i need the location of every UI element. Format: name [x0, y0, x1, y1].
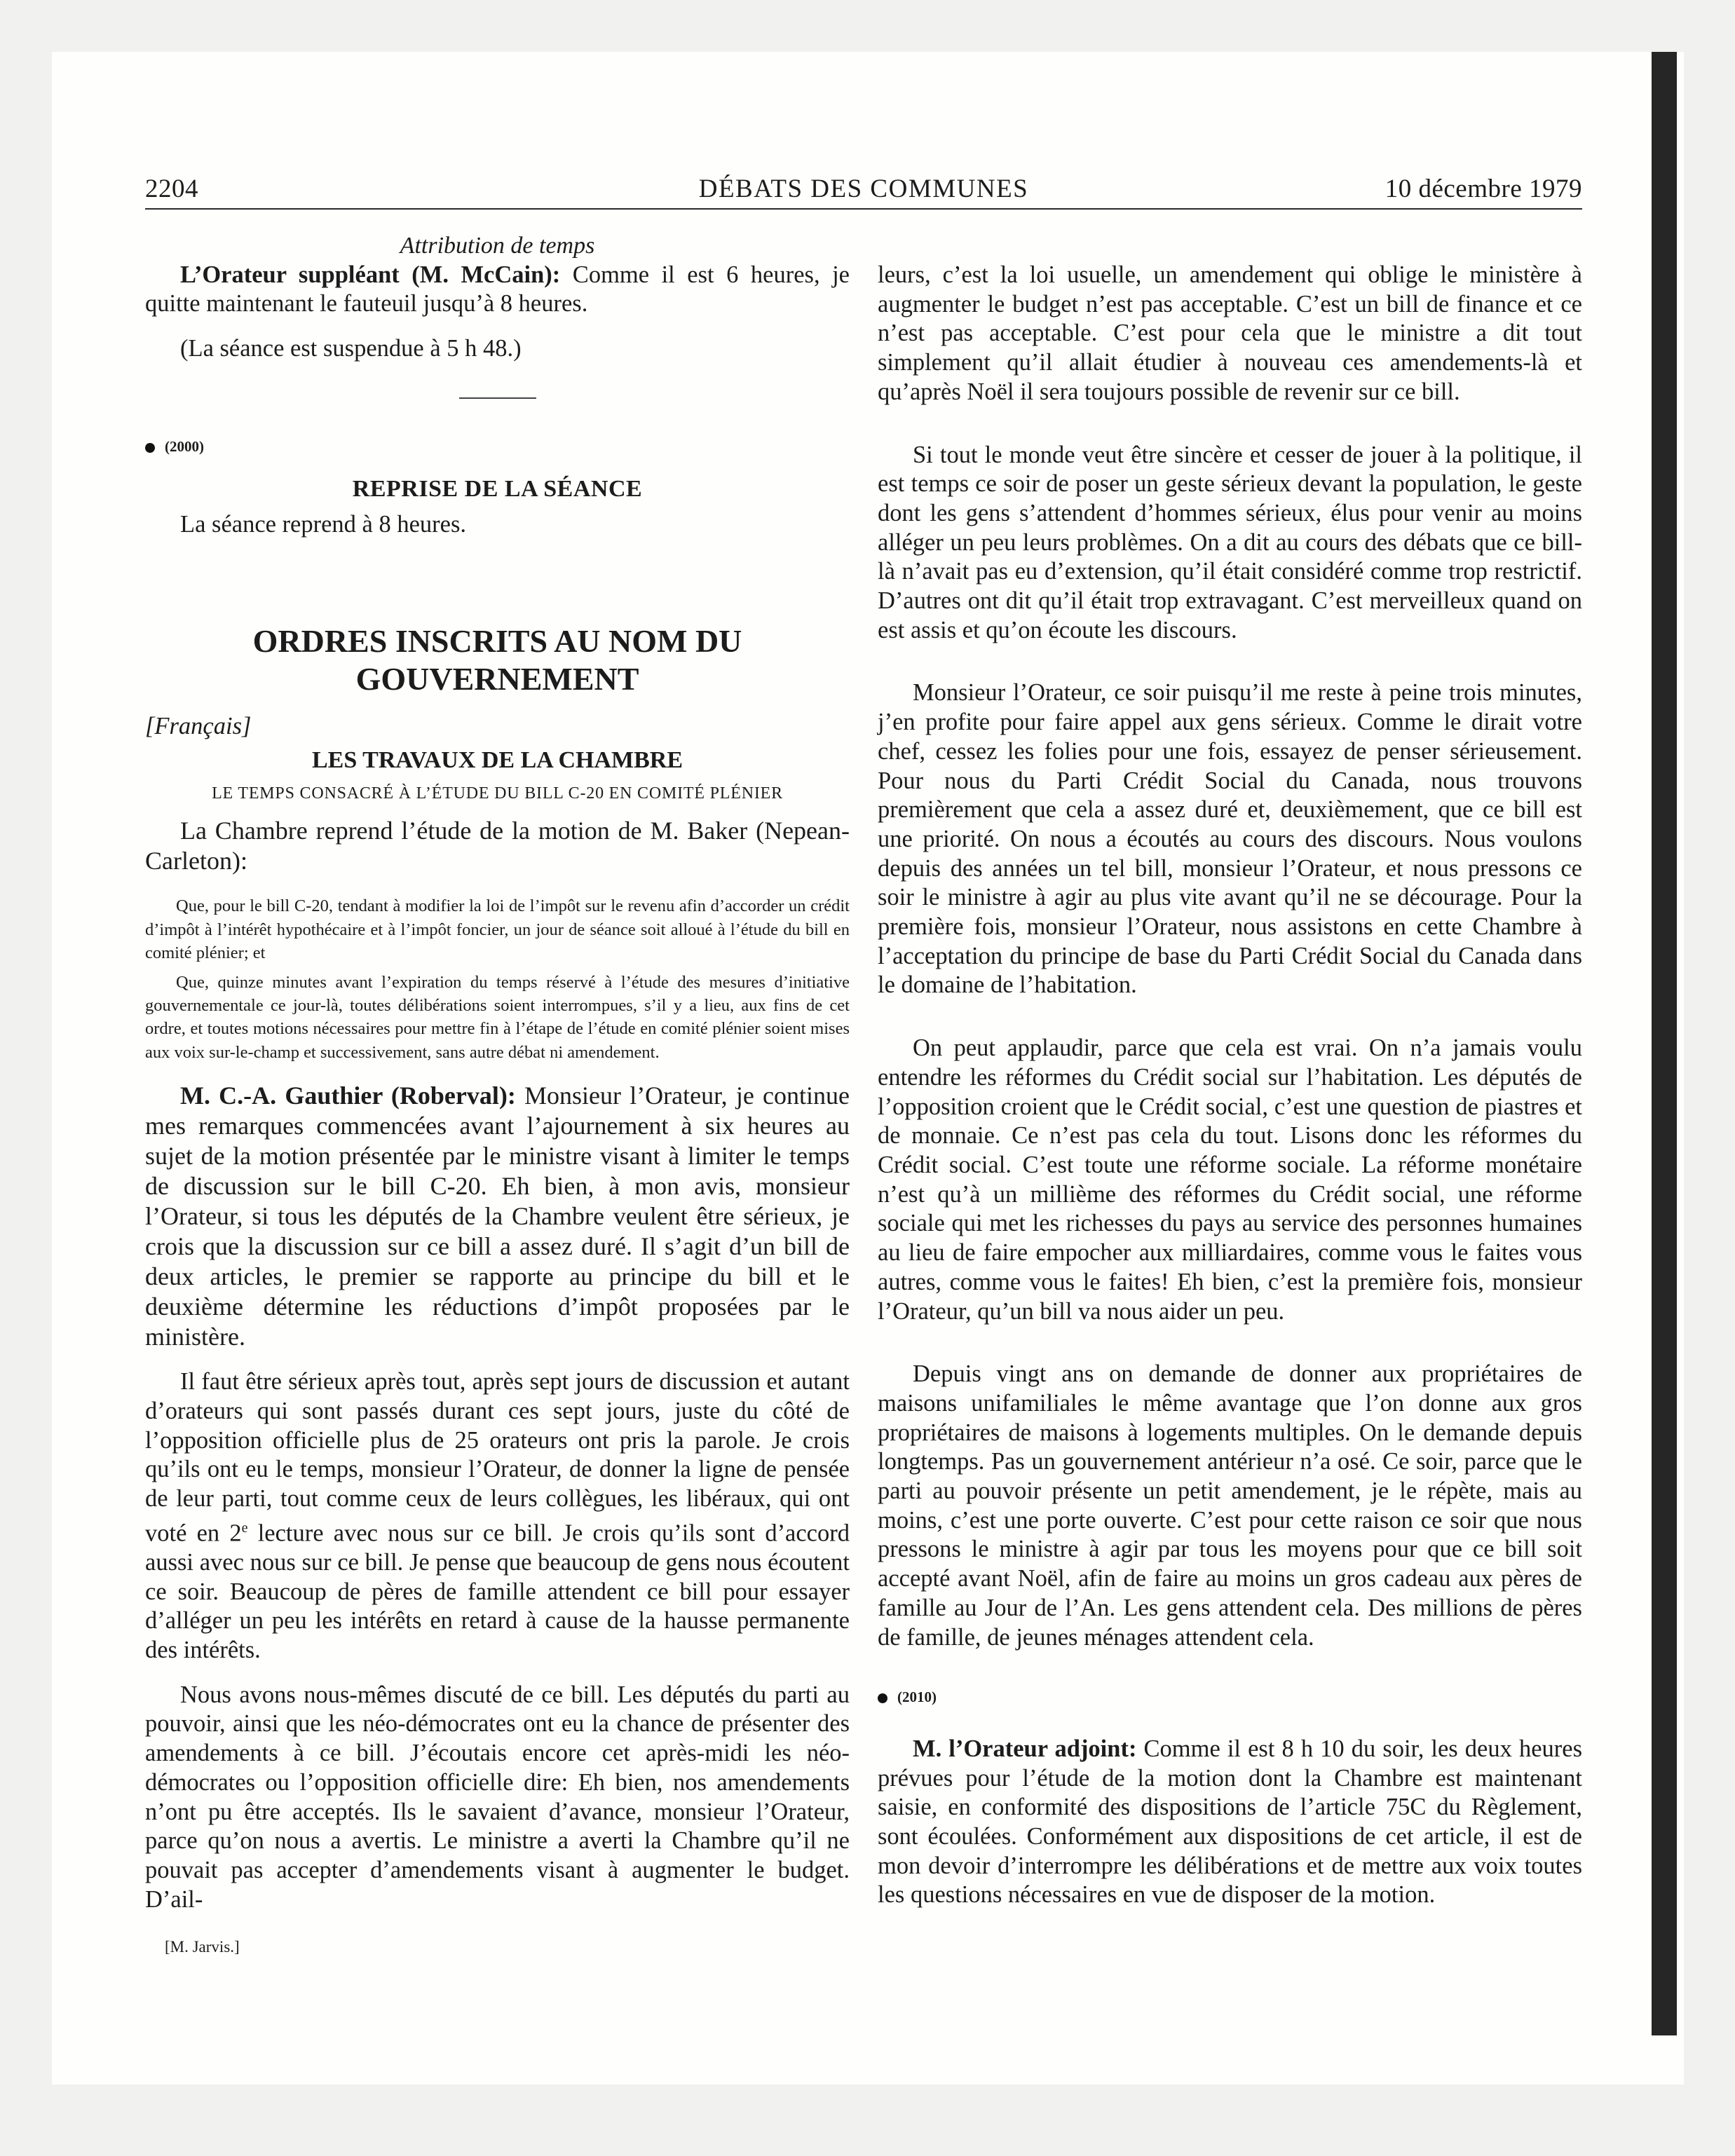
speaker-name: M. l’Orateur adjoint: [913, 1735, 1137, 1762]
subheading: LE TEMPS CONSACRÉ À L’ÉTUDE DU BILL C-20 EN COMITÉ PLÉNIER [212, 784, 783, 803]
paragraph [878, 1735, 1582, 1910]
motion-text: Que, quinze minutes avant l’expiration du temps réservé à l’étude des mesures d’initiative gouvernementale ce jour-là, toutes délibérations soient interrompues, s’il y a lieu, aux fins de cet ordre, et toutes motions nécessaires pour mettre fin à l’étape de l’étude en comité plénier soient mises aux voix sur-le-champ et successivement, sans autre débat ni amendement. [145, 972, 850, 1062]
speaker-signoff: [M. Jarvis.] [165, 1938, 240, 1956]
intro-paragraph: La Chambre reprend l’étude de la motion de M. Baker (Nepean-Carleton): [145, 817, 850, 875]
bullet-icon [878, 1693, 887, 1703]
paragraph [145, 261, 850, 319]
section-title: Attribution de temps [400, 233, 595, 259]
time-marker-label: (2000) [165, 437, 204, 455]
header-rule [145, 208, 1582, 210]
superscript: e [241, 1520, 248, 1536]
paragraph: Si tout le monde veut être sincère et cesser de jouer à la politique, il est temps ce soir de poser un geste sérieux devant la population, le geste dont les gens s’attendent d’hommes sérieux, élus pour venir au moins alléger un peu leurs problèmes. On a dit au cours des débats que ce bill-là n’avait pas eu d’extension, qu’il était considéré comme trop restrictif. D’autres ont dit qu’il était trop extravagant. C’est merveilleux quand on est assis et qu’on écoute les discours. [878, 441, 1582, 643]
paragraph: Nous avons nous-mêmes discuté de ce bill. Les députés du parti au pouvoir, ainsi que les néo-démocrates ont eu la chance de présenter des amendements à ce bill. J’écoutais encore cet après-midi les néo-démocrates ou l’opposition officielle dire: Eh bien, nos amendements n’ont pu être acceptés. Ils le savaient d’avance, monsieur l’Orateur, parce qu’on nous a avertis. Le ministre a averti la Chambre qu’il ne pouvait pas accepter d’amendements visant à augmenter le budget. D’ail- [145, 1681, 850, 1913]
paragraph: leurs, c’est la loi usuelle, un amendement qui oblige le ministère à augmenter le budget n’est pas acceptable. C’est un bill de finance et ce n’est pas acceptable. C’est pour cela que le ministre a dit tout simplement qu’il allait étudier à nouveau ces amendements-là et qu’après Noël il sera toujours possible de revenir sur ce bill. [878, 261, 1582, 405]
scan-edge-bar [1652, 52, 1677, 2035]
paragraph: Depuis vingt ans on demande de donner aux propriétaires de maisons unifamiliales le même avantage que l’on donne aux gros propriétaires de maisons à logements multiples. On le demande depuis longtemps. Pas un gouvernement antérieur n’a osé. Ce soir, parce que le parti au pouvoir présente un petit amendement, je le répète, mais au moins, c’est une porte ouverte. C’est pour cette raison ce soir que nous pressons le ministre à agir par tous les moyens pour que ce bill soit accepté avant Noël, afin de faire au moins un gros cadeau aux pères de famille au Jour de l’An. Les gens attendent cela. Des millions de pères de famille, de jeunes ménages attendent cela. [878, 1360, 1582, 1651]
bullet-icon [145, 443, 155, 453]
orders-heading-line2: GOUVERNEMENT [355, 660, 639, 697]
paragraph: On peut applaudir, parce que cela est vrai. On n’a jamais voulu entendre les réformes du Crédit social sur l’habitation. Les députés de l’opposition croient que le Crédit social, c’est une question de piastres et de monnaie. Ce n’est pas cela du tout. Lisons donc les réformes du Crédit social. C’est toute une réforme sociale. La réforme monétaire n’est qu’à un millième des réformes du Crédit social, une réforme sociale qui met les richesses du pays au service des personnes humaines au lieu de faire empocher aux milliardaires, comme vous le faites vous autres, comme vous le faites! Eh bien, c’est la première fois, monsieur l’Orateur, qu’un bill va nous aider un peu. [878, 1035, 1582, 1325]
speech-text: lecture avec nous sur ce bill. Je crois qu’ils sont d’accord aussi avec nous sur ce bill. Je pense que beaucoup de gens nous écoutent ce soir. Beaucoup de pères de famille attendent ce bill pour essayer d’alléger un peu les intérêts en retard à cause de la hausse permanente des intérêts. [145, 1520, 850, 1663]
running-header [145, 174, 1582, 209]
publication-title: DÉBATS DES COMMUNES [698, 175, 1029, 203]
time-marker [878, 1683, 1582, 1712]
travaux-heading: LES TRAVAUX DE LA CHAMBRE [311, 746, 683, 773]
reprise-text: La séance reprend à 8 heures. [180, 511, 467, 538]
orders-heading [145, 622, 850, 698]
paragraph: Monsieur l’Orateur, ce soir puisqu’il me reste à peine trois minutes, j’en profite pour faire appel aux gens sérieux. Comme le dirait votre chef, cessez les folies pour une fois, essayez de penser sérieusement. Pour nous du Parti Crédit Social du Canada, nous trouvons premièrement que cela a assez duré et, deuxièmement, que ce bill est une priorité. On nous a écoutés au cours des discours. Nous voulons depuis des années un tel bill, monsieur l’Orateur, et nous pressons ce soir le ministre à agir au plus vite avant qu’il ne se décourage. Pour la première fois, monsieur l’Orateur, nous assistons en cette Chambre à l’acceptation du principe de base du Parti Crédit Social du Canada dans le domaine de l’habitation. [878, 679, 1582, 999]
right-column [878, 231, 1582, 1910]
page-number: 2204 [145, 175, 198, 203]
motion-text: Que, pour le bill C-20, tendant à modifier la loi de l’impôt sur le revenu afin d’accorder un crédit d’impôt à l’intérêt hypothécaire et à l’impôt foncier, un jour de séance soit alloué à l’étude du bill en comité plénier; et [145, 896, 850, 963]
paragraph [145, 1367, 850, 1665]
left-column [145, 231, 850, 1962]
issue-date: 10 décembre 1979 [1384, 175, 1582, 203]
speech-text: Il faut être sérieux après tout, après sept jours de discussion et autant d’orateurs qui sont passés durant ces sept jours, juste du côté de l’opposition officielle plus de 25 orateurs ont pris la parole. Je crois qu’ils ont eu le temps, monsieur l’Orateur, de donner la ligne de pensée de leur parti, tout comme ceux de leurs collègues, les libéraux, qui ont voté en 2 [145, 1368, 850, 1547]
speech-text: Comme il est 8 h 10 du soir, les deux heures prévues pour l’étude de la motion dont la Chambre est maintenant saisie, en conformité des dispositions de l’article 75C du Règlement, sont écoulées. Conformément aux dispositions de cet article, il est de mon devoir d’interrompre les délibérations et de mettre aux voix toutes les questions nécessaires en vue de disposer de la motion. [878, 1735, 1582, 1909]
speech-text: Comme il est 6 heures, je quitte maintenant le fauteuil jusqu’à 8 heures. [145, 261, 850, 318]
reprise-heading: REPRISE DE LA SÉANCE [352, 475, 643, 502]
time-marker-label: (2010) [897, 1688, 937, 1706]
section-separator [459, 397, 536, 399]
paragraph [145, 1081, 850, 1352]
procedural-note: (La séance est suspendue à 5 h 48.) [180, 335, 522, 362]
orders-heading-line1: ORDRES INSCRITS AU NOM DU [252, 622, 742, 659]
speaker-name: L’Orateur suppléant (M. McCain): [180, 261, 561, 288]
language-tag: [Français] [145, 712, 252, 739]
time-marker [145, 432, 850, 462]
speaker-name: M. C.-A. Gauthier (Roberval): [180, 1082, 516, 1110]
speech-text: Monsieur l’Orateur, je continue mes remarques commencées avant l’ajournement à six heures au sujet de la motion présentée par le ministre visant à limiter le temps de discussion sur le bill C-20. Eh bien, à mon avis, monsieur l’Orateur, si tous les députés de la Chambre veulent être sérieux, je crois que la discussion sur ce bill a assez duré. Il s’agit d’un bill de deux articles, le premier se rapporte au principe du bill et le deuxième détermine les réductions d’impôt proposées par le ministère. [145, 1082, 850, 1351]
